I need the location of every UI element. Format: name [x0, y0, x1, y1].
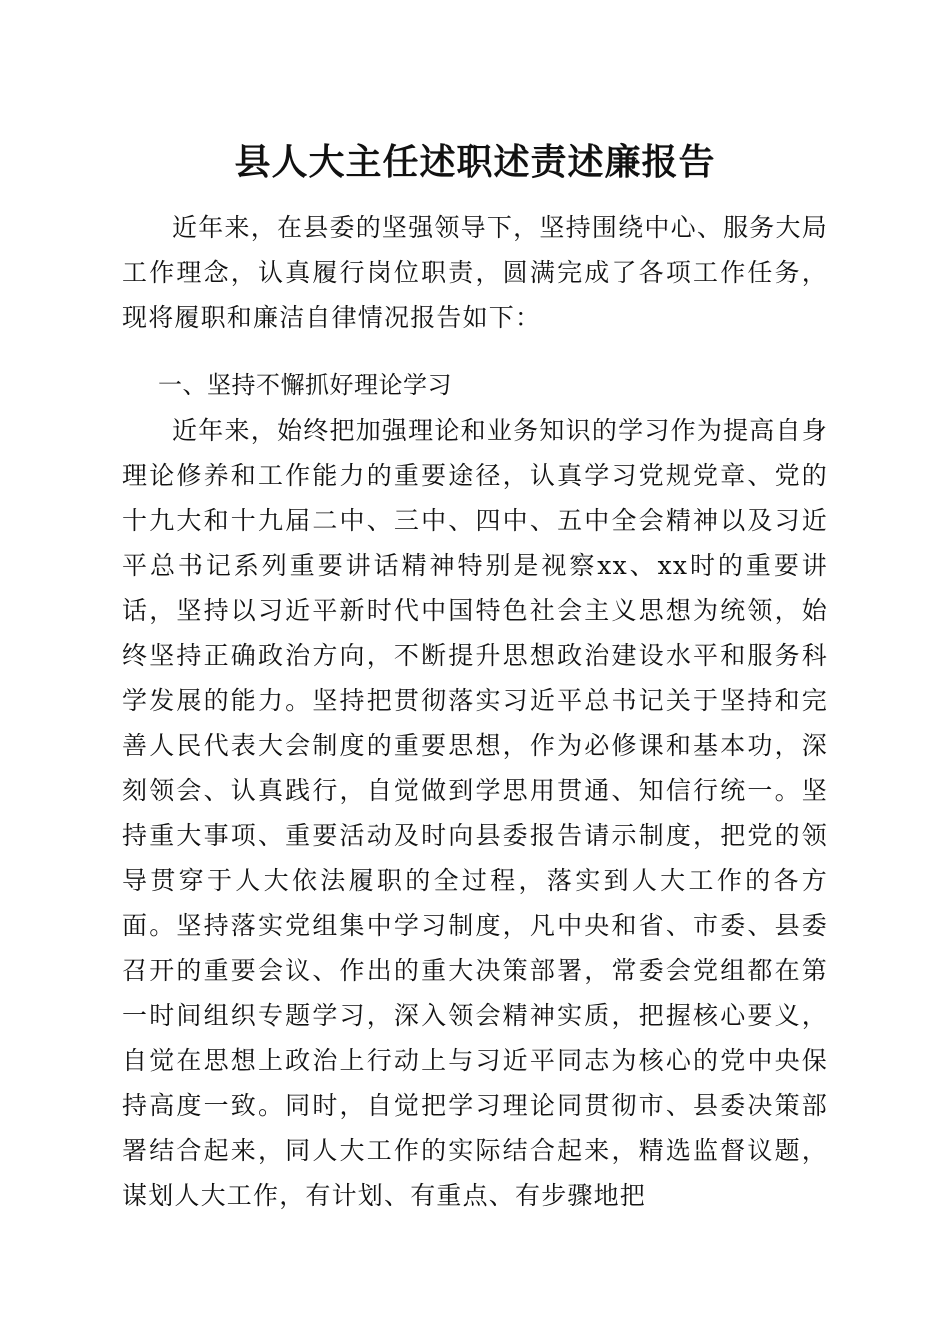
document-title: 县人大主任述职述责述廉报告 [234, 141, 716, 183]
intro-paragraph: 近年来，在县委的坚强领导下，坚持围绕中心、服务大局工作理念，认真履行岗位职责，圆满完成了各项工作任务，现将履职和廉洁自律情况报告如下： [122, 213, 828, 332]
section-heading: 一、坚持不懈抓好理论学习 [158, 371, 452, 399]
section-body-paragraph: 近年来，始终把加强理论和业务知识的学习作为提高自身理论修养和工作能力的重要途径，认真学习党规党章、党的十九大和十九届二中、三中、四中、五中全会精神以及习近平总书记系列重要讲话精神特别是视察xx、xx时的重要讲话，坚持以习近平新时代中国特色社会主义思想为统领，始终坚持正确政治方向，不断提升思想政治建设水平和服务科学发展的能力。坚持把贯彻落实习近平总书记关于坚持和完善人民代表大会制度的重要思想，作为必修课和基本功，深刻领会、认真践行，自觉做到学思用贯通、知信行统一。坚持重大事项、重要活动及时向县委报告请示制度，把党的领导贯穿于人大依法履职的全过程，落实到人大工作的各方面。坚持落实党组集中学习制度，凡中央和省、市委、县委召开的重要会议、作出的重大决策部署，常委会党组都在第一时间组织专题学习，深入领会精神实质，把握核心要义，自觉在思想上政治上行动上与习近平同志为核心的党中央保持高度一致。同时，自觉把学习理论同贯彻市、县委决策部署结合起来，同人大工作的实际结合起来，精选监督议题，谋划人大工作，有计划、有重点、有步骤地把 [122, 416, 828, 1210]
